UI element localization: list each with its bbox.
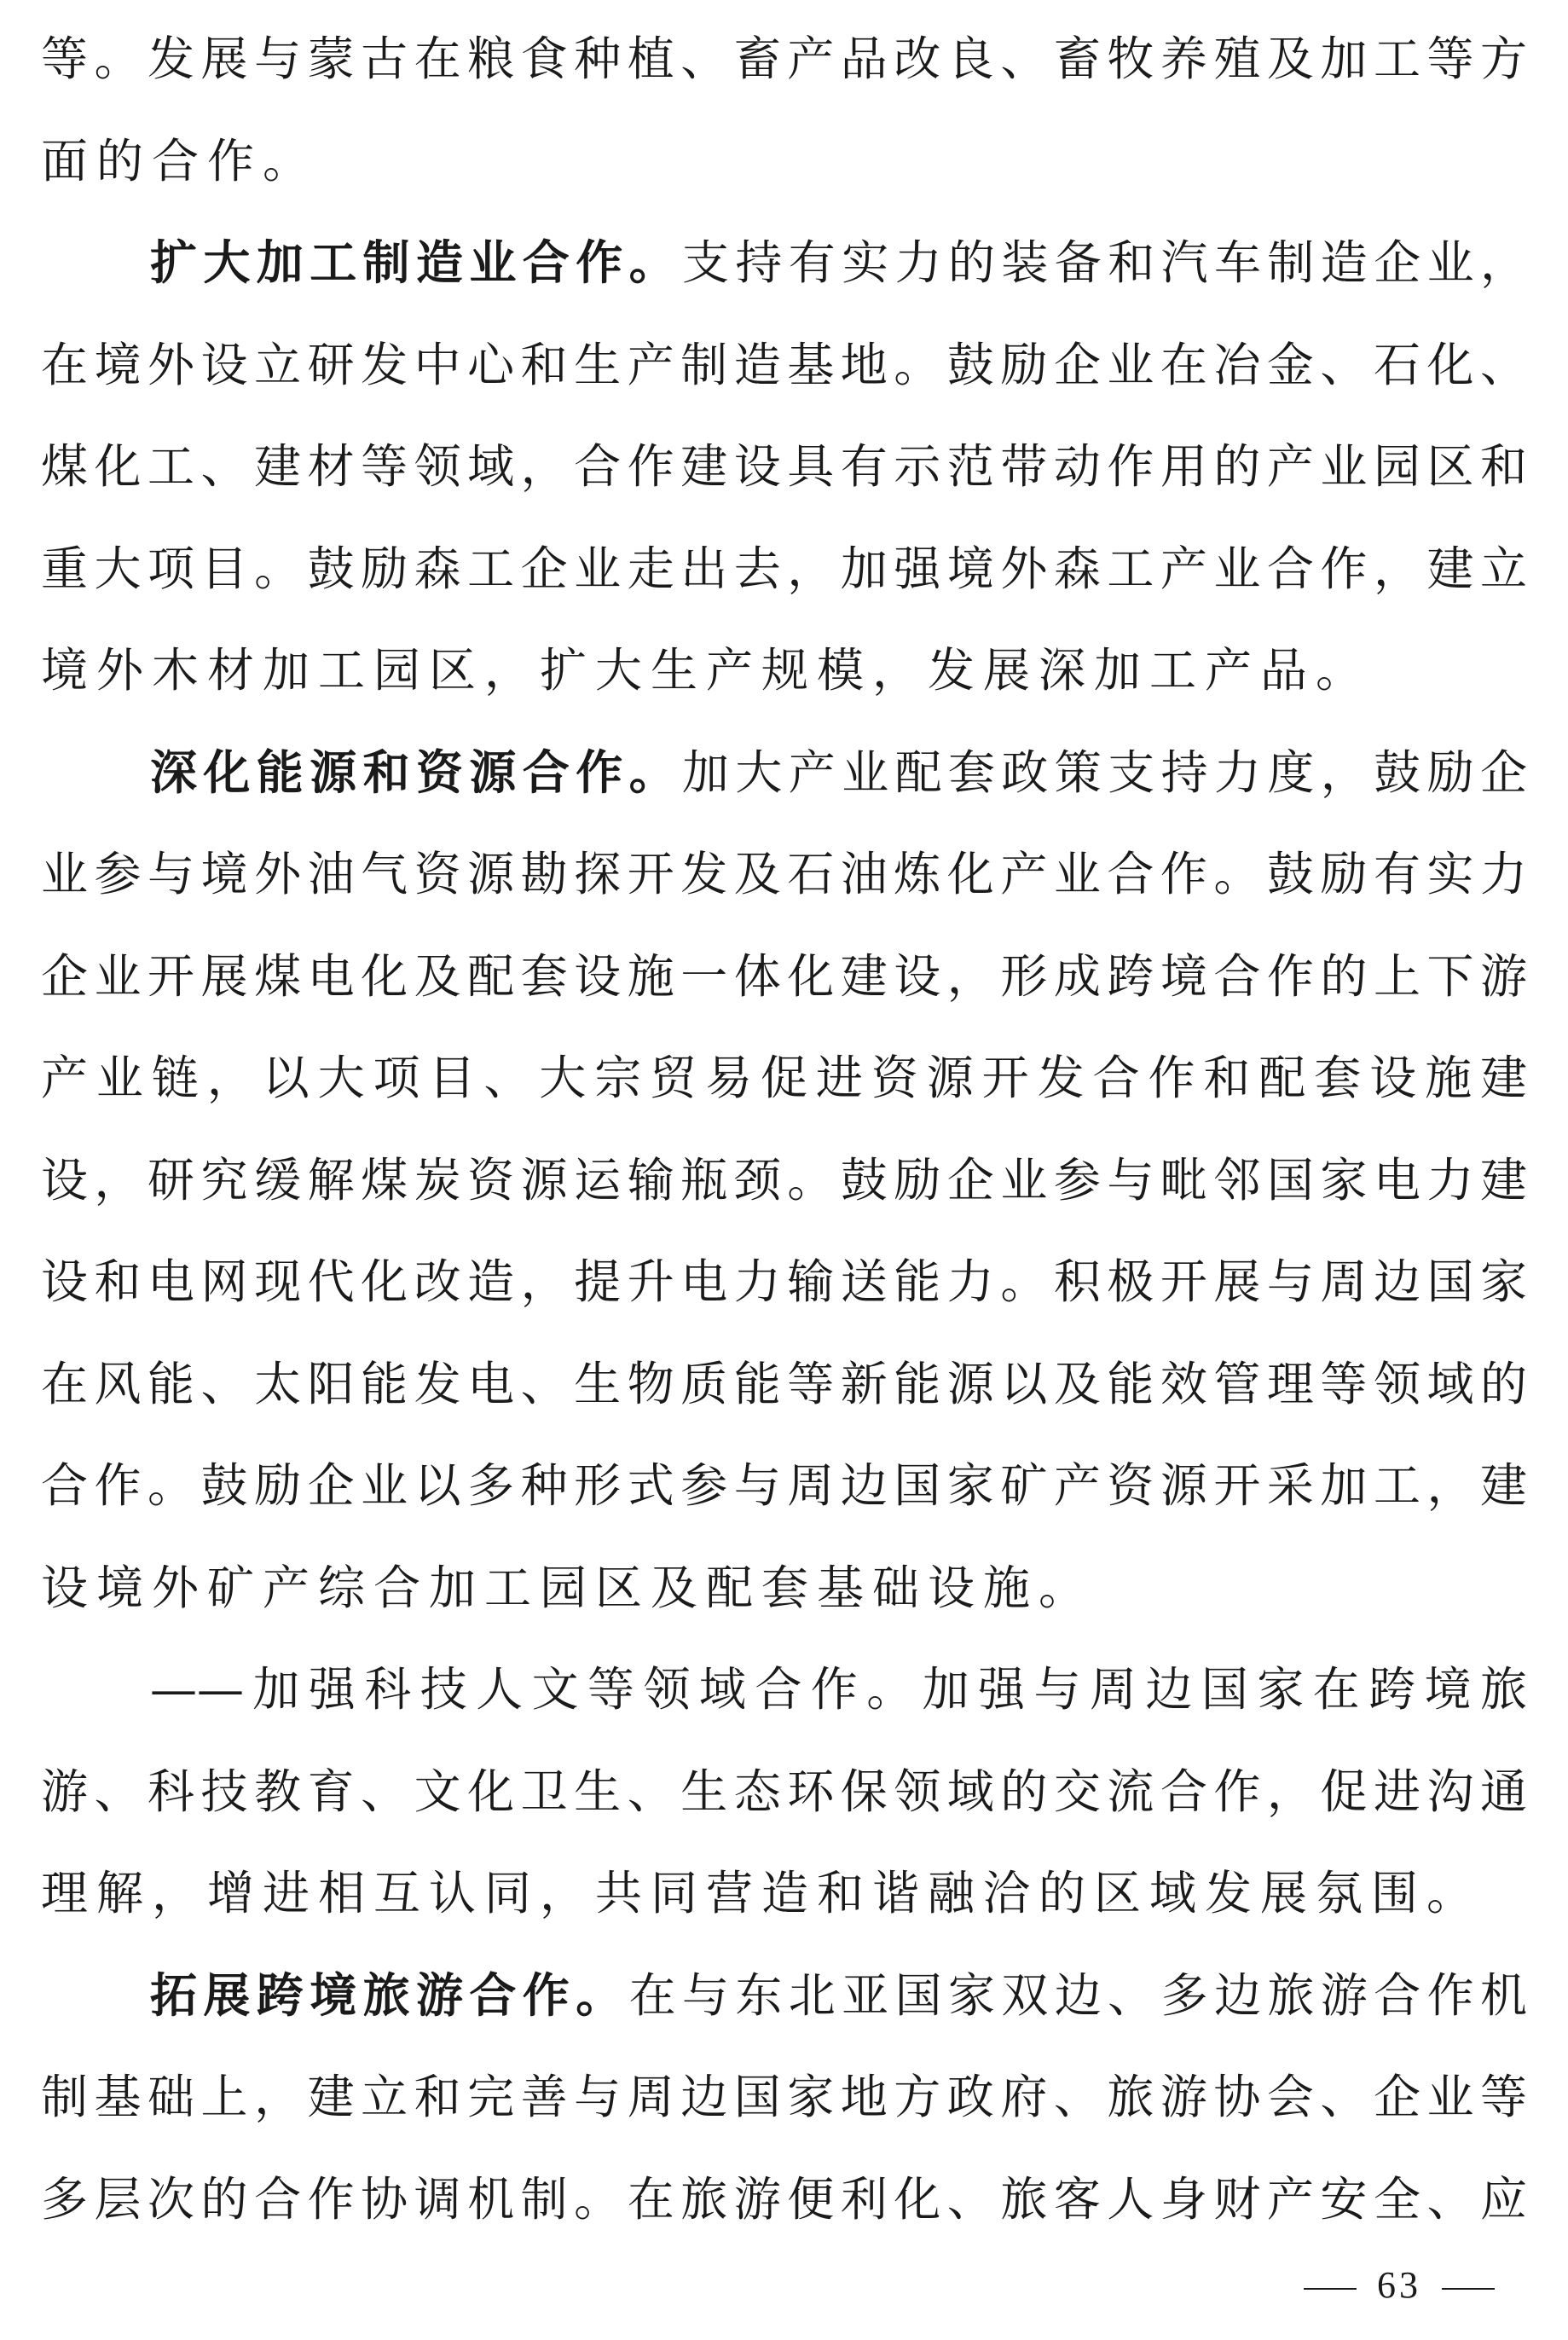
paragraph-text: 支持有实力的装备和汽车制造企业，	[682, 235, 1527, 290]
text-line: 企业开展煤电化及配套设施一体化建设，形成跨境合作的上下游	[41, 948, 1527, 1004]
text-line: ——加强科技人文等领域合作。加强与周边国家在跨境旅	[150, 1662, 1527, 1717]
text-line: 业参与境外油气资源勘探开发及石油炼化产业合作。鼓励有实力	[41, 847, 1527, 901]
section-heading-manufacturing: 扩大加工制造业合作。	[150, 235, 682, 290]
text-line: 设境外矿产综合加工园区及配套基础设施。	[41, 1560, 1095, 1615]
section-heading-tourism: 拓展跨境旅游合作。	[150, 1967, 629, 2023]
document-page	[41, 9, 1527, 2250]
text-line: 在风能、太阳能发电、生物质能等新能源以及能效管理等领域的	[41, 1356, 1527, 1411]
text-line: 制基础上，建立和完善与周边国家地方政府、旅游协会、企业等	[41, 2070, 1527, 2124]
text-line: 理解，增进相互认同，共同营造和谐融洽的区域发展氛围。	[41, 1866, 1483, 1920]
page-number-dash	[1304, 2288, 1357, 2290]
text-line: 重大项目。鼓励森工企业走出去，加强境外森工产业合作，建立	[41, 541, 1527, 596]
paragraph-first-line	[41, 1945, 1527, 2048]
paragraph-first-line	[41, 722, 1527, 825]
text-line: 多层次的合作协调机制。在旅游便利化、旅客人身财产安全、应	[41, 2171, 1527, 2227]
text-line: 合作。鼓励企业以多种形式参与周边国家矿产资源开采加工，建	[41, 1458, 1527, 1513]
text-line: 产业链，以大项目、大宗贸易促进资源开发合作和配套设施建	[41, 1051, 1527, 1105]
text-line: 面的合作。	[41, 133, 319, 188]
paragraph-text: 在与东北亚国家双边、多边旅游合作机	[628, 1967, 1527, 2023]
text-line: 在境外设立研发中心和生产制造基地。鼓励企业在冶金、石化、	[41, 337, 1527, 392]
page-number	[1283, 2263, 1515, 2307]
text-line: 等。发展与蒙古在粮食种植、畜产品改良、畜牧养殖及加工等方	[41, 32, 1527, 86]
page-number-value: 63	[1377, 2264, 1421, 2306]
text-line: 设，研究缓解煤炭资源运输瓶颈。鼓励企业参与毗邻国家电力建	[41, 1152, 1527, 1208]
text-line: 设和电网现代化改造，提升电力输送能力。积极开展与周边国家	[41, 1254, 1527, 1309]
text-line: 游、科技教育、文化卫生、生态环保领域的交流合作，促进沟通	[41, 1764, 1527, 1819]
paragraph-text: 加大产业配套政策支持力度，鼓励企	[682, 744, 1527, 800]
section-heading-energy: 深化能源和资源合作。	[150, 744, 682, 800]
page-number-dash	[1442, 2288, 1495, 2290]
text-line: 境外木材加工园区，扩大生产规模，发展深加工产品。	[41, 643, 1372, 698]
text-line: 煤化工、建材等领域，合作建设具有示范带动作用的产业园区和	[41, 439, 1527, 494]
paragraph-first-line	[41, 212, 1527, 315]
